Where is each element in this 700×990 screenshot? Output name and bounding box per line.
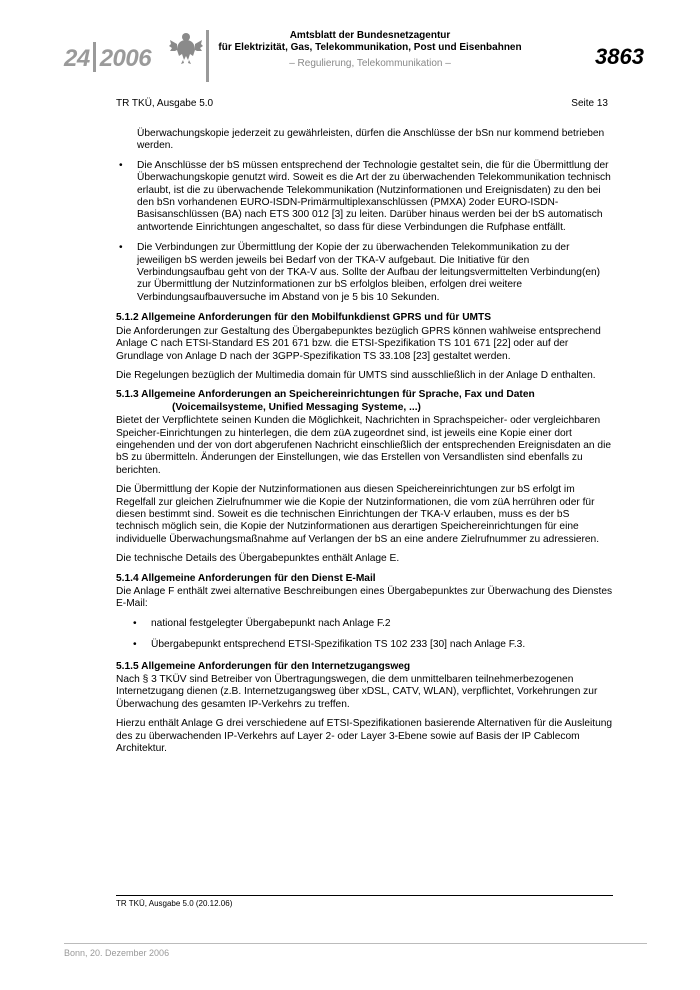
document-body <box>116 128 614 762</box>
paragraph: Nach § 3 TKÜV sind Betreiber von Übertragungswegen, die dem unmittelbaren teilnehmerbezogenen Internetzugang dienen (z.B. Internetzugangsweg über xDSL, CATV, WLAN), verpflichtet, Vorkehrungen zur Überwachung des gesamten IP-Verkehrs zu treffen. <box>116 674 598 710</box>
footer-rule <box>116 895 613 896</box>
bullet-list-email <box>116 618 614 652</box>
list-item-text: Übergabepunkt entsprechend ETSI-Spezifikation TS 102 233 [30] nach Anlage F.3. <box>151 639 526 651</box>
paragraph: Hierzu enthält Anlage G drei verschiedene auf ETSI-Spezifikationen basierende Alternativen für die Ausleitung des zu überwachenden IP-Verkehrs auf Layer 2- oder Layer 3-Ebene sowie auf Basis der IP Cablecom Architektur. <box>116 718 613 755</box>
issue-year: 2006 <box>99 45 152 72</box>
list-item <box>116 160 614 234</box>
list-item <box>130 639 614 651</box>
gazette-title-line2: für Elektrizität, Gas, Telekommunikation, Post und Eisenbahnen <box>218 42 522 53</box>
list-item <box>130 618 614 630</box>
bullet-icon: • <box>133 617 137 629</box>
issue-divider <box>93 42 96 72</box>
list-item <box>116 242 614 304</box>
issue-number <box>64 42 151 73</box>
running-header-right: Seite 13 <box>571 98 608 109</box>
bullet-list-top <box>116 160 614 304</box>
running-header-left: TR TKÜ, Ausgabe 5.0 <box>116 98 214 109</box>
section-heading-5-1-4: 5.1.4 Allgemeine Anforderungen für den Dienst E-Mail <box>116 572 376 584</box>
paragraph: Die Anforderungen zur Gestaltung des Übergabepunktes bezüglich GPRS können wahlweise entsprechend Anlage C nach ETSI-Standard ES 201 671 bzw. die ETSI-Spezifikation TS 101 671 [22] oder auf der Grundlage von Anlage D nach der 3GPP-Spezifikation TS 33.108 [23] gestaltet werden. <box>116 325 601 362</box>
federal-eagle-icon <box>168 30 204 66</box>
paragraph: Die Regelungen bezüglich der Multimedia domain für UMTS sind ausschließlich in der Anlage D enthalten. <box>116 369 596 381</box>
footer-place-date: Bonn, 20. Dezember 2006 <box>64 948 170 958</box>
paragraph: Die technische Details des Übergabepunktes enthält Anlage E. <box>116 553 400 565</box>
header-vertical-rule <box>206 30 209 82</box>
gazette-subtitle: – Regulierung, Telekommunikation – <box>289 58 451 69</box>
paragraph: Bietet der Verpflichtete seinen Kunden die Möglichkeit, Nachrichten in Sprachspeicher- oder vergleichbaren Speicher-Einrichtungen zu hinterlegen, die dem züA zugeordnet sind, ist jeweils eine Kopie einer dort eingehenden und der von dort abgerufenen Nachricht einschließlich der entsprechenden Ereignisdaten an die bS zu übermitteln. Änderungen der Einstellungen, wie das Erstellen von Versandlisten sind ebenfalls zu berichten. <box>116 415 611 476</box>
bullet-icon: • <box>119 159 123 171</box>
list-item-text: Die Anschlüsse der bS müssen entsprechend der Technologie gestaltet sein, die für die Übermittlung der Überwachungskopie genutzt wird. Soweit es die Art der zu überwachenden Telekommunikation technisch erlaubt, ist die zu überwachende Telekommunikation (Nutzinformationen und Ereignisdaten) zu den bei den bSn vorhandenen EURO-ISDN-Primärmultiplexanschlüssen (PMXA) 2oder EURO-ISDN-Basisanschlüssen (BA) nach ETS 300 012 [3] zu leiten. Darüber hinaus werden bei der bS automatisch antwortende Einrichtungen angeschaltet, so dass für diese Verbindungen die Rufphase entfällt. <box>137 159 611 233</box>
section-heading-5-1-5: 5.1.5 Allgemeine Anforderungen für den Internetzugangsweg <box>116 660 411 672</box>
intro-continuation: Überwachungskopie jederzeit zu gewährleisten, dürfen die Anschlüsse der bSn nur kommend betrieben werden. <box>137 128 605 152</box>
list-item-text: national festgelegter Übergabepunkt nach Anlage F.2 <box>151 617 391 629</box>
list-item-text: Die Verbindungen zur Übermittlung der Kopie der zu überwachenden Telekommunikation zu der jeweiligen bS werden jeweils bei Bedarf von der TKA-V aufgebaut. Die Initiative für den Verbindungsaufbau geht von der TKA-V aus. Sollte der Aufbau der leitungsvermittelten Verbindung(en) zur Übermittlung der Nutzinformationen zur bS erfolglos bleiben, erfolgen drei weitere Verbindungsaufbauversuche im Abstand von je 5 bis 10 Sekunden. <box>137 242 601 303</box>
page-footer-rule <box>64 943 647 944</box>
section-heading-5-1-3 <box>116 389 614 414</box>
gazette-title <box>214 30 526 54</box>
gazette-title-line1: Amtsblatt der Bundesnetzagentur <box>289 30 451 41</box>
issue-number-value: 24 <box>64 45 90 72</box>
page-number: 3863 <box>595 44 644 69</box>
paragraph: Die Anlage F enthält zwei alternative Beschreibungen eines Übergabepunktes zur Überwachung des Dienstes E-Mail: <box>116 586 613 610</box>
footer-doc-reference: TR TKÜ, Ausgabe 5.0 (20.12.06) <box>116 899 233 908</box>
heading-line2: (Voicemailsysteme, Unified Messaging Systeme, ...) <box>172 401 421 413</box>
bullet-icon: • <box>119 242 123 254</box>
paragraph: Die Übermittlung der Kopie der Nutzinformationen aus diesen Speichereinrichtungen zur bS erfolgt im Regelfall zur gleichen Zielrufnummer wie die Kopie der Nutzinformationen, die vom züA herrühren oder für diesen bestimmt sind. Soweit es die technischen Einrichtungen der TKA-V erlauben, muss es der bS technisch möglich sein, die Kopie der Nutzinformationen aus derartigen Speichereinrichtungen für eine individuelle Überwachungsmaßnahme auf Verlangen der bS an eine andere Zielrufnummer zu adressieren. <box>116 484 600 545</box>
section-heading-5-1-2: 5.1.2 Allgemeine Anforderungen für den Mobilfunkdienst GPRS und für UMTS <box>116 312 492 324</box>
bullet-icon: • <box>133 639 137 651</box>
heading-line1: 5.1.3 Allgemeine Anforderungen an Speichereinrichtungen für Sprache, Fax und Daten <box>116 389 535 401</box>
